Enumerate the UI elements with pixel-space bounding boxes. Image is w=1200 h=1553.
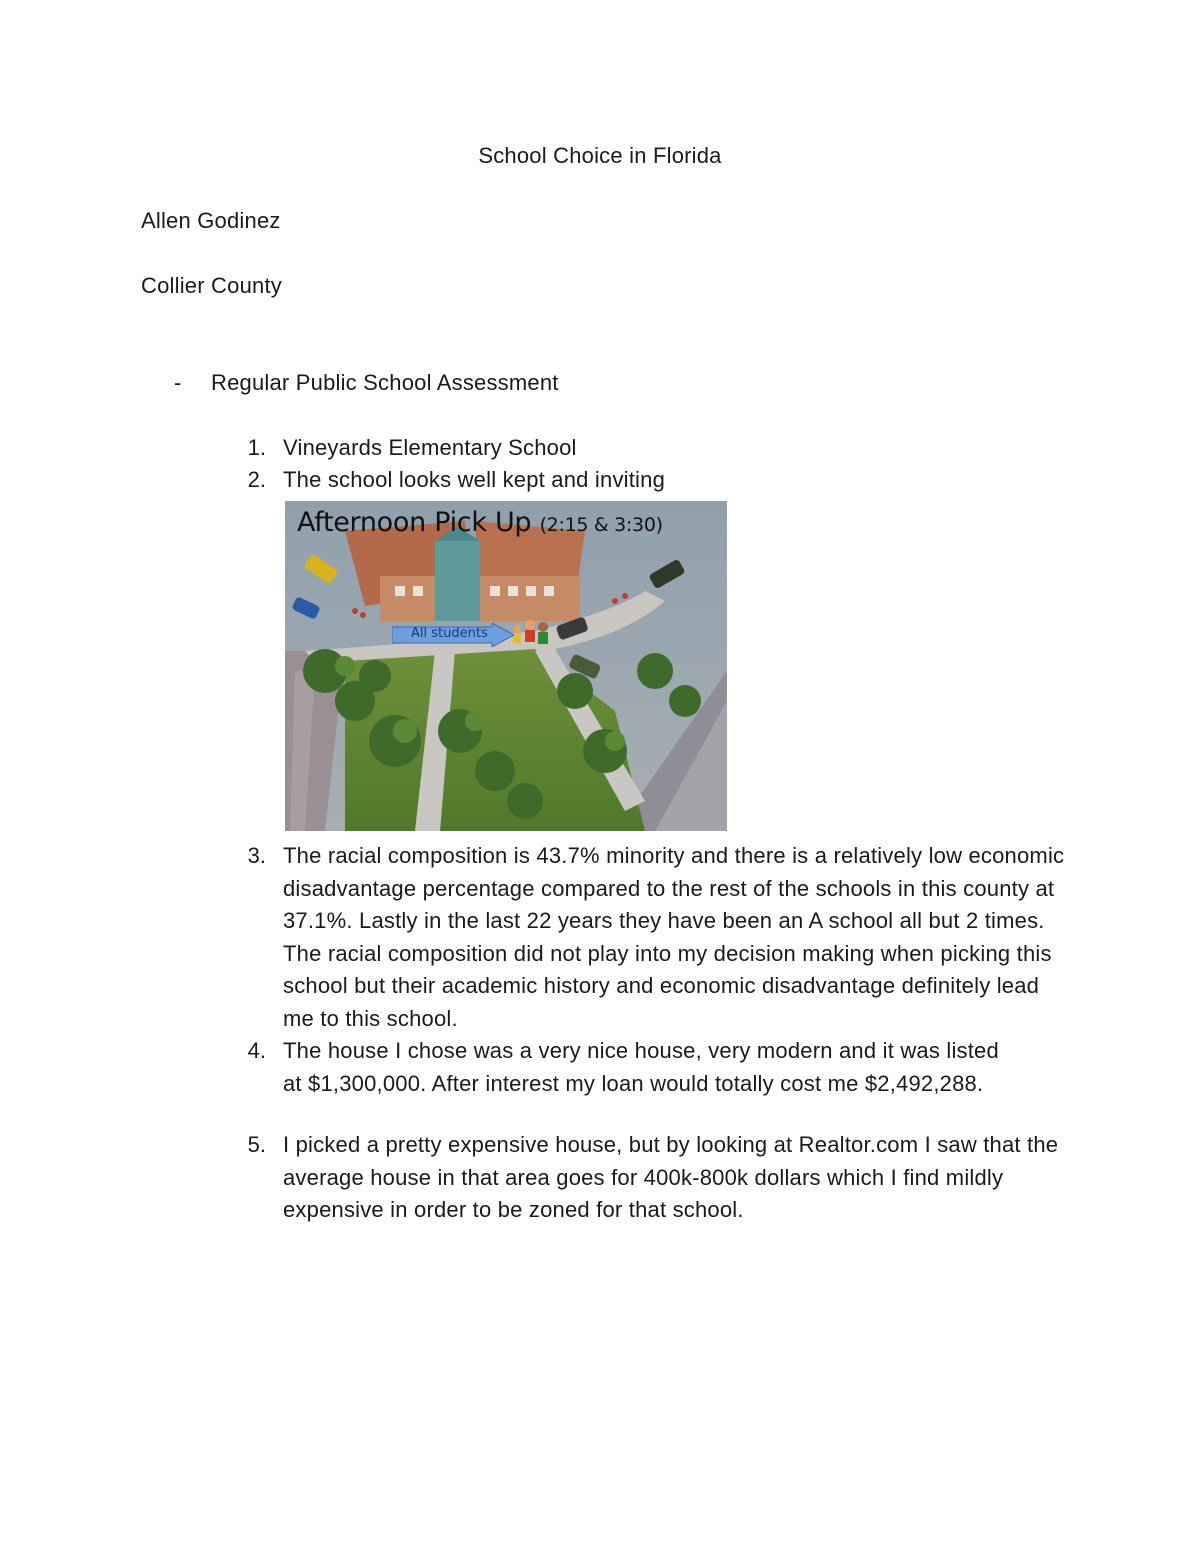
author-name: Allen Godinez [141,208,281,233]
section-heading: Regular Public School Assessment [211,370,559,395]
list-item-number: 5. [247,1132,266,1157]
figure-arrow-label: All students [411,626,488,641]
list-item-text: The racial composition is 43.7% minority and there is a relatively low economic disadvantage percentage compared to the rest of the schools in this county at 37.1%. Lastly in the last 22 years they have been an A school all but 2 times. The racial composition did not play into my decision making when picking this school but their academic history and economic disadvantage definitely lead me to this school. [283,843,1065,1031]
list-item-number: 4. [247,1038,266,1063]
list-item-number: 1. [247,435,266,460]
list-item-number: 3. [247,843,266,868]
school-aerial-illustration [285,501,727,831]
list-item-text: Vineyards Elementary School [283,435,577,460]
section-bullet: - [174,370,182,395]
list-item-number: 2. [247,467,266,492]
school-aerial-photo [285,501,727,831]
figure-title-main: Afternoon Pick Up [297,507,532,538]
document-title: School Choice in Florida [478,143,722,168]
county-name: Collier County [141,273,282,298]
list-item-text: The house I chose was a very nice house, very modern and it was listed at $1,300,000. After interest my loan would totally cost me $2,492,288. [283,1038,999,1096]
list-item-text: I picked a pretty expensive house, but by looking at Realtor.com I saw that the average house in that area goes for 400k-800k dollars which I find mildly expensive in order to be zoned for that school. [283,1132,1059,1222]
list-item-text: The school looks well kept and inviting [283,467,666,492]
figure-title [297,507,663,538]
figure-subtitle: (2:15 & 3:30) [539,514,663,536]
